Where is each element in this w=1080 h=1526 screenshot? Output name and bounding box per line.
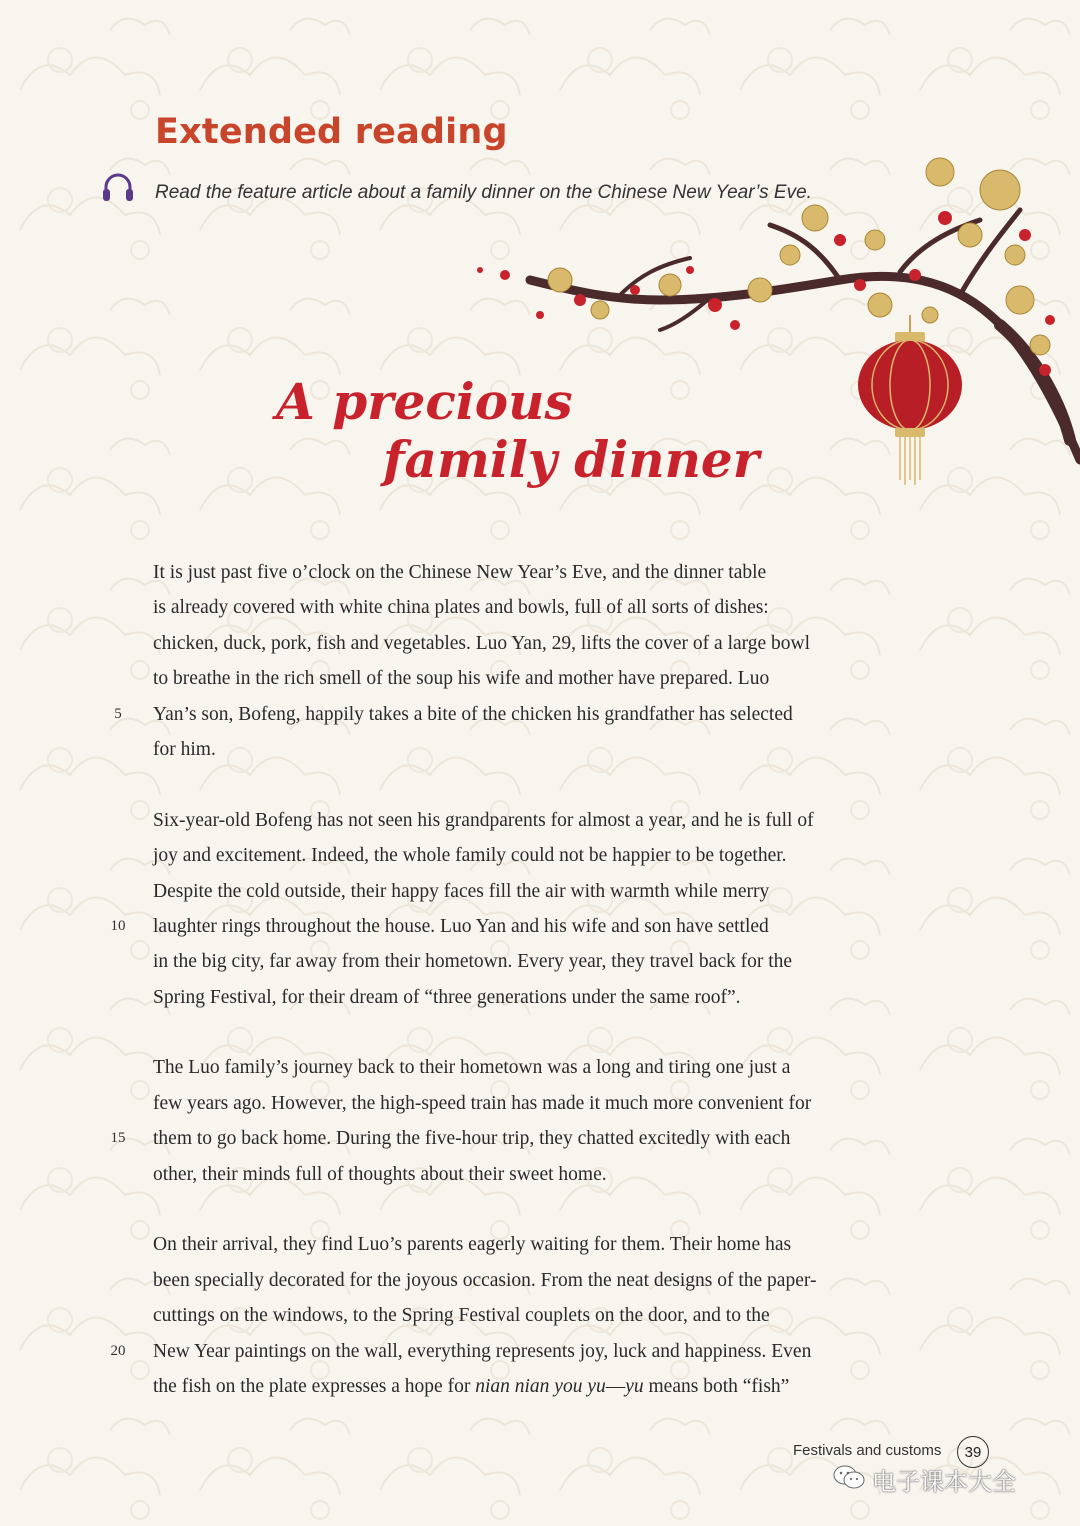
text-line <box>153 1298 923 1333</box>
text-line <box>153 1263 923 1298</box>
text-line <box>110 909 923 944</box>
text-line <box>153 590 923 625</box>
text-line <box>110 1334 923 1369</box>
article-title-line-1: A precious <box>276 372 573 431</box>
paragraph-1 <box>114 555 923 767</box>
pinyin-phrase: nian nian you yu <box>475 1375 606 1397</box>
text-line <box>153 661 923 696</box>
line-text: Yan’s son, Bofeng, happily takes a bite of the chicken his grandfather has selected <box>153 703 793 725</box>
text-line <box>153 1086 923 1121</box>
line-text: It is just past five o’clock on the Chinese New Year’s Eve, and the dinner table <box>153 562 767 583</box>
line-text: to breathe in the rich smell of the soup his wife and mother have prepared. Luo <box>153 668 770 690</box>
text-line <box>153 980 923 1015</box>
page-number: 39 <box>957 1436 989 1468</box>
text-line <box>114 697 923 732</box>
footer-section-name: Festivals and customs <box>793 1442 942 1459</box>
watermark-text: 电子课本大全 <box>872 1468 1016 1496</box>
line-text-part: means both “fish” <box>643 1375 790 1397</box>
line-text: chicken, duck, pork, fish and vegetables. Luo Yan, 29, lifts the cover of a large bowl <box>153 632 811 654</box>
line-text: On their arrival, they find Luo’s parents eagerly waiting for them. Their home has <box>153 1234 792 1256</box>
line-text: them to go back home. During the five-hour trip, they chatted excitedly with each <box>153 1128 791 1150</box>
paragraph-4 <box>110 1227 923 1404</box>
line-number: 10 <box>110 917 126 934</box>
line-text: other, their minds full of thoughts about their sweet home. <box>153 1163 607 1185</box>
text-line <box>153 732 923 767</box>
line-text: for him. <box>153 738 216 760</box>
text-line <box>153 838 923 873</box>
line-text-part: the fish on the plate expresses a hope for <box>153 1375 476 1397</box>
line-number: 20 <box>110 1342 126 1359</box>
line-text: New Year paintings on the wall, everything represents joy, luck and happiness. Even <box>153 1340 812 1362</box>
text-line <box>153 874 923 909</box>
line-number: 5 <box>114 705 122 722</box>
red-lantern <box>858 315 962 485</box>
text-line <box>153 555 923 590</box>
paragraph-2 <box>110 803 923 1015</box>
reading-instruction: Read the feature article about a family dinner on the Chinese New Year’s Eve. <box>155 182 812 203</box>
text-line <box>153 1369 923 1404</box>
text-line <box>153 944 923 979</box>
line-text: Spring Festival, for their dream of “three generations under the same roof”. <box>153 986 741 1008</box>
watermark <box>832 1462 1016 1497</box>
line-text: The Luo family’s journey back to their hometown was a long and tiring one just a <box>153 1057 791 1079</box>
text-line <box>153 626 923 661</box>
text-line <box>153 1050 923 1085</box>
text-line <box>153 803 923 838</box>
article-body <box>110 555 923 1404</box>
line-text: been specially decorated for the joyous occasion. From the neat designs of the paper- <box>153 1269 817 1291</box>
line-text: joy and excitement. Indeed, the whole family could not be happier to be together. <box>153 845 787 867</box>
text-line <box>110 1121 923 1156</box>
article-title-line-2: family dinner <box>383 430 760 489</box>
wechat-icon <box>832 1464 866 1496</box>
paragraph-3 <box>110 1050 923 1192</box>
headphones-icon[interactable] <box>100 170 136 206</box>
line-text: Six-year-old Bofeng has not seen his grandparents for almost a year, and he is full of <box>153 809 814 831</box>
pinyin-word: yu <box>625 1375 644 1397</box>
line-text: Despite the cold outside, their happy faces fill the air with warmth while merry <box>153 880 770 902</box>
em-dash: — <box>605 1375 626 1397</box>
line-text: few years ago. However, the high-speed train has made it much more convenient for <box>153 1092 812 1114</box>
text-line <box>153 1157 923 1192</box>
section-heading: Extended reading <box>155 112 508 152</box>
text-line <box>153 1227 923 1262</box>
line-number: 15 <box>110 1130 126 1147</box>
line-text: in the big city, far away from their hometown. Every year, they travel back for the <box>153 951 793 973</box>
line-text: is already covered with white china plates and bowls, full of all sorts of dishes: <box>153 597 769 619</box>
line-text: cuttings on the windows, to the Spring Festival couplets on the door, and to the <box>153 1305 770 1327</box>
line-text: laughter rings throughout the house. Luo Yan and his wife and son have settled <box>153 915 769 937</box>
